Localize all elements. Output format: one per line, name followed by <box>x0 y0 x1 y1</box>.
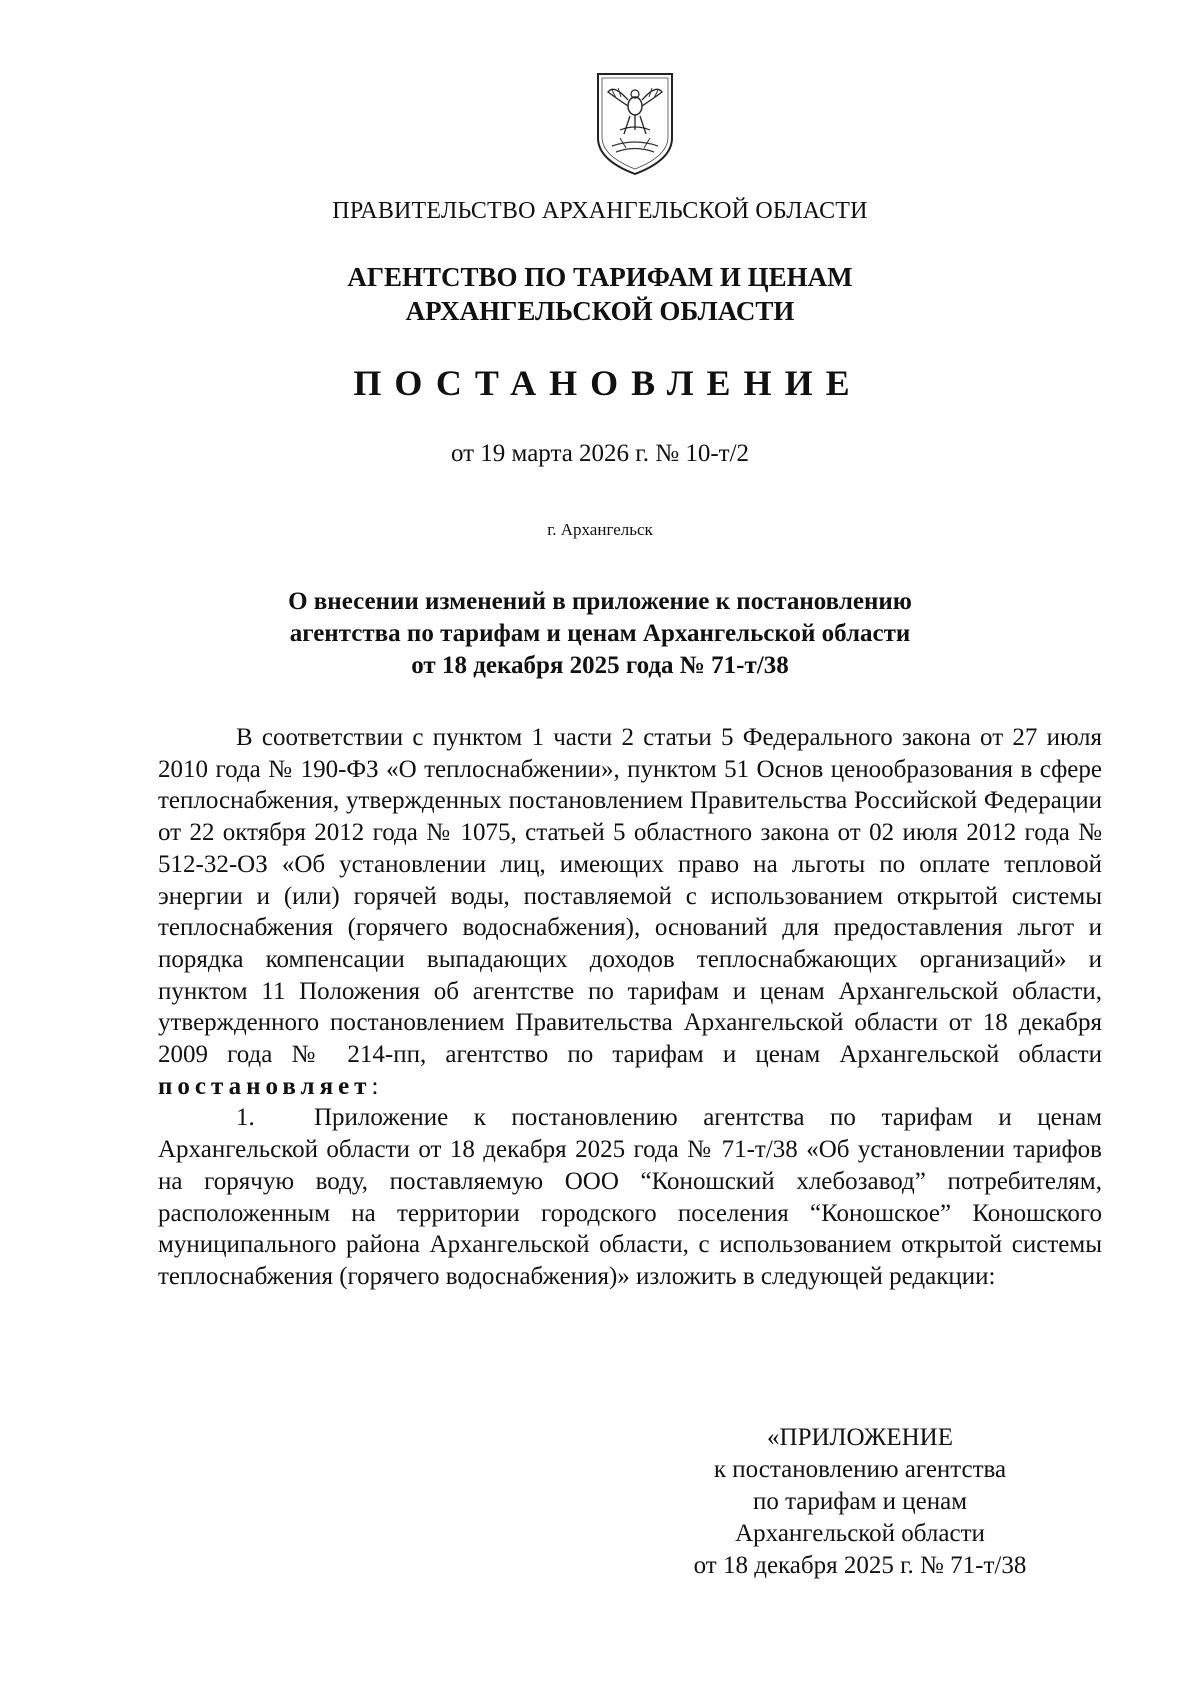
preamble-text: В соответствии с пунктом 1 части 2 статьи 5 Федерального закона от 27 июля 2010 года № 190-ФЗ «О теплоснабжении», пунктом 51 Основ ценообразования в сфере теплоснабжения, утвержденных постановлением Правительства Российской Федерации от 22 октября 2012 года № 1075, статьей 5 областного закона от 02 июля 2012 года № 512-32-ОЗ «Об установлении лиц, имеющих право на льготы по оплате тепловой энергии и (или) горячей воды, поставляемой с использованием открытой системы теплоснабжения (горячего водоснабжения), оснований для предоставления льгот и порядка компенсации выпадающих доходов теплоснабжающих организаций» и пунктом 11 Положения об агентстве по тарифам и ценам Архангельской области, утвержденного постановлением Правительства Архангельской области от 18 декабря 2009 года № 214-пп, агентство по тарифам и ценам Архангельской области <box>158 724 1102 1069</box>
agency-title-line2: АРХАНГЕЛЬСКОЙ ОБЛАСТИ <box>405 296 795 326</box>
subject-line3: от 18 декабря 2025 года № 71-т/38 <box>411 652 789 679</box>
resolves-punct: : <box>371 1072 379 1100</box>
appendix-line5: от 18 декабря 2025 г. № 71-т/38 <box>693 1552 1027 1579</box>
item-1-number: 1. <box>236 1104 255 1132</box>
agency-title-line1: АГЕНТСТВО ПО ТАРИФАМ И ЦЕНАМ <box>347 262 853 292</box>
item-1-text: Приложение к постановлению агентства по тарифам и ценам Архангельской области от 18 декабря 2025 года № 71-т/38 «Об установлении тарифов на горячую воду, поставляемую ООО “Коношский хлебозавод” потребителям, расположенным на территории городского поселения “Коношское” Коношского муниципального района Архангельской области, с использованием открытой системы теплоснабжения (горячего водоснабжения)» изложить в следующей редакции: <box>158 1104 1102 1290</box>
preamble-paragraph <box>158 722 1102 1102</box>
document-city: г. Архангельск <box>547 520 653 539</box>
document-body <box>158 722 1102 1293</box>
appendix-line2: к постановлению агентства <box>713 1456 1007 1483</box>
item-1-paragraph <box>158 1102 1102 1292</box>
appendix-line1: «ПРИЛОЖЕНИЕ <box>767 1424 953 1451</box>
agency-title <box>0 260 1200 328</box>
appendix-line4: Архангельской области <box>735 1520 985 1547</box>
appendix-line3: по тарифам и ценам <box>752 1488 968 1515</box>
government-title: ПРАВИТЕЛЬСТВО АРХАНГЕЛЬСКОЙ ОБЛАСТИ <box>332 198 868 224</box>
appendix-heading <box>660 1422 1060 1582</box>
coat-of-arms-icon <box>590 68 680 178</box>
document-type: ПОСТАНОВЛЕНИЕ <box>353 363 863 403</box>
document-date-number: от 19 марта 2026 г. № 10-т/2 <box>450 440 750 467</box>
resolves-word: постановляет <box>158 1072 372 1100</box>
document-subject <box>0 586 1200 682</box>
subject-line1: О внесении изменений в приложение к постановлению <box>288 588 912 615</box>
subject-line2: агентства по тарифам и ценам Архангельской области <box>289 620 911 647</box>
